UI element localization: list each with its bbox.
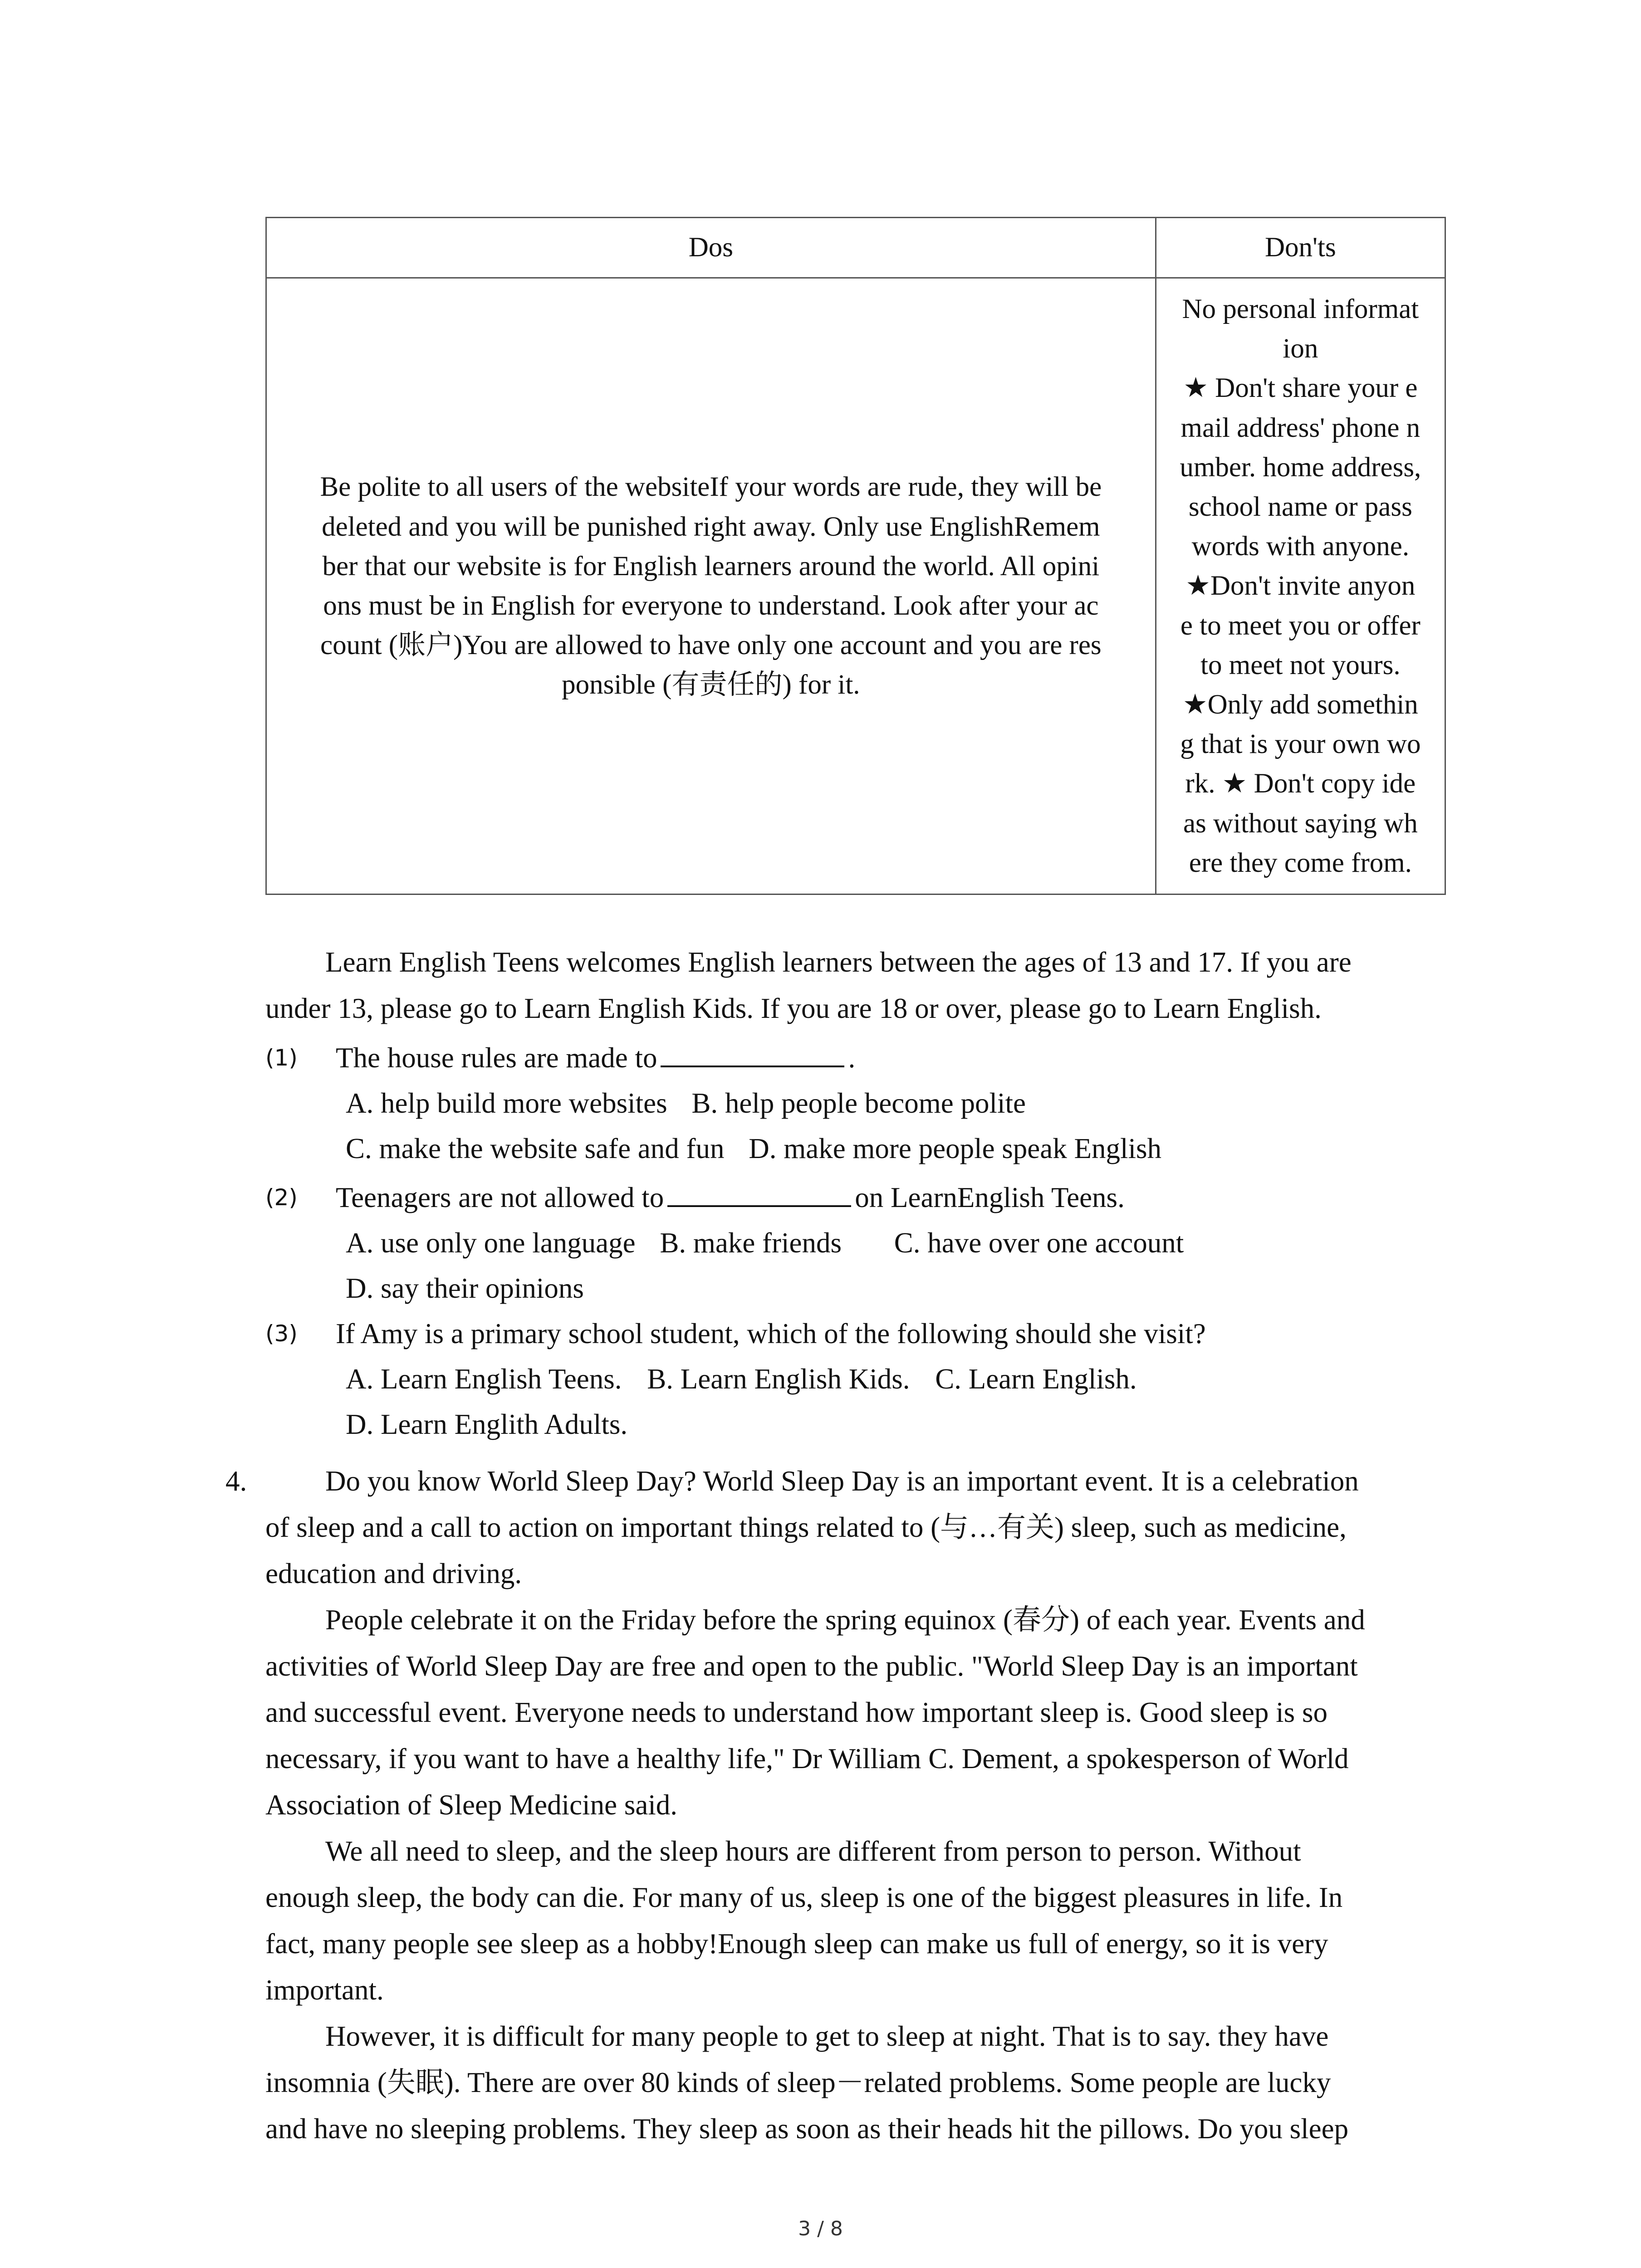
donts-line: No personal informat	[1182, 293, 1419, 324]
options-row	[346, 1126, 1161, 1171]
dos-line: ons must be in English for everyone to understand. Look after your ac	[323, 591, 1099, 621]
option-a[interactable]: A. help build more websites	[346, 1087, 667, 1119]
option-d[interactable]: D. make more people speak English	[749, 1133, 1161, 1164]
donts-line: to meet not yours.	[1200, 650, 1401, 680]
passage-line: We all need to sleep, and the sleep hours are different from person to person. Without	[325, 1835, 1301, 1867]
table-header-row	[266, 218, 1445, 278]
option-c[interactable]: C. Learn English.	[935, 1363, 1137, 1395]
donts-line: ★ Don't share your e	[1183, 373, 1418, 404]
question-number: (1)	[265, 1045, 298, 1071]
donts-line: as without saying wh	[1183, 808, 1418, 839]
question-stem-before: If Amy is a primary school student, which of the following should she visit?	[336, 1318, 1206, 1349]
passage-line: education and driving.	[265, 1558, 522, 1589]
donts-line: ★Only add somethin	[1182, 689, 1418, 720]
answer-blank[interactable]	[667, 1178, 851, 1207]
options-row	[346, 1220, 1184, 1266]
donts-line: rk. ★ Don't copy ide	[1185, 768, 1416, 799]
question-stem-before: Teenagers are not allowed to	[336, 1182, 664, 1213]
intro-line: under 13, please go to Learn English Kids. If you are 18 or over, please go to Learn English.	[265, 992, 1322, 1024]
option-b[interactable]: B. make friends	[660, 1227, 842, 1259]
question-stem	[336, 1175, 1125, 1220]
dos-cell	[266, 278, 1156, 894]
passage-line: activities of World Sleep Day are free and open to the public. "World Sleep Day is an important	[265, 1650, 1358, 1682]
house-rules-table	[265, 217, 1446, 895]
header-donts: Don'ts	[1156, 218, 1445, 278]
option-d[interactable]: D. Learn Englith Adults.	[346, 1408, 628, 1440]
option-c[interactable]: C. have over one account	[894, 1227, 1184, 1259]
passage-line: However, it is difficult for many people to get to sleep at night. That is to say. they have	[325, 2020, 1329, 2052]
option-c[interactable]: C. make the website safe and fun	[346, 1133, 725, 1164]
passage-line: Do you know World Sleep Day? World Sleep Day is an important event. It is a celebration	[325, 1465, 1359, 1497]
options-row	[346, 1080, 1026, 1126]
table-body-row	[266, 278, 1445, 894]
option-a[interactable]: A. use only one language	[346, 1227, 636, 1259]
donts-line: school name or pass	[1188, 491, 1412, 522]
option-d[interactable]: D. say their opinions	[346, 1272, 584, 1304]
donts-cell	[1156, 278, 1445, 894]
intro-line: Learn English Teens welcomes English learners between the ages of 13 and 17. If you are	[325, 946, 1352, 978]
item-number: 4.	[225, 1465, 247, 1497]
passage-line: insomnia (失眠). There are over 80 kinds of sleep－related problems. Some people are lucky	[265, 2067, 1331, 2098]
options-row	[346, 1356, 1137, 1402]
donts-line: words with anyone.	[1191, 531, 1410, 562]
donts-line: umber. home address,	[1180, 452, 1421, 483]
donts-line: ion	[1283, 333, 1318, 364]
option-a[interactable]: A. Learn English Teens.	[346, 1363, 622, 1395]
question-stem-after: .	[848, 1042, 856, 1074]
option-b[interactable]: B. help people become polite	[691, 1087, 1026, 1119]
donts-line: mail address' phone n	[1181, 412, 1421, 443]
question-number: (2)	[265, 1184, 298, 1211]
intro-paragraph	[265, 939, 1445, 1031]
passage-line: necessary, if you want to have a healthy life," Dr William C. Dement, a spokesperson of World	[265, 1743, 1349, 1774]
question-stem	[336, 1311, 1206, 1356]
passage-line: of sleep and a call to action on important things related to (与…有关) sleep, such as medicine,	[265, 1511, 1347, 1543]
dos-line: deleted and you will be punished right away. Only use EnglishRemem	[322, 511, 1100, 542]
passage-line: enough sleep, the body can die. For many of us, sleep is one of the biggest pleasures in life. In	[265, 1882, 1343, 1913]
header-dos: Dos	[266, 218, 1156, 278]
question-stem-after: on LearnEnglish Teens.	[855, 1182, 1125, 1213]
option-b[interactable]: B. Learn English Kids.	[647, 1363, 910, 1395]
page-number: 3 / 8	[798, 2217, 843, 2240]
donts-line: ★Don't invite anyon	[1185, 571, 1416, 601]
question-stem-before: The house rules are made to	[336, 1042, 657, 1074]
options-row	[346, 1402, 627, 1447]
dos-line: count (账户)You are allowed to have only one account and you are res	[320, 630, 1102, 661]
dos-line: ponsible (有责任的) for it.	[562, 670, 860, 700]
options-row	[346, 1266, 584, 1311]
passage-line: and successful event. Everyone needs to understand how important sleep is. Good sleep is so	[265, 1696, 1327, 1728]
donts-line: e to meet you or offer	[1180, 610, 1421, 641]
dos-line: ber that our website is for English learners around the world. All opini	[322, 551, 1100, 582]
passage-4	[265, 1458, 1445, 2152]
dos-line: Be polite to all users of the websiteIf your words are rude, they will be	[320, 472, 1102, 503]
passage-line: important.	[265, 1974, 384, 2006]
passage-line: People celebrate it on the Friday before the spring equinox (春分) of each year. Events and	[325, 1604, 1365, 1636]
passage-line: and have no sleeping problems. They sleep as soon as their heads hit the pillows. Do you sleep	[265, 2113, 1349, 2145]
question-stem	[336, 1035, 855, 1080]
answer-blank[interactable]	[661, 1038, 844, 1067]
question-number: (3)	[265, 1320, 298, 1347]
passage-line: fact, many people see sleep as a hobby!Enough sleep can make us full of energy, so it is very	[265, 1928, 1328, 1960]
donts-line: g that is your own wo	[1180, 729, 1421, 760]
passage-line: Association of Sleep Medicine said.	[265, 1789, 678, 1821]
donts-line: ere they come from.	[1189, 847, 1412, 878]
